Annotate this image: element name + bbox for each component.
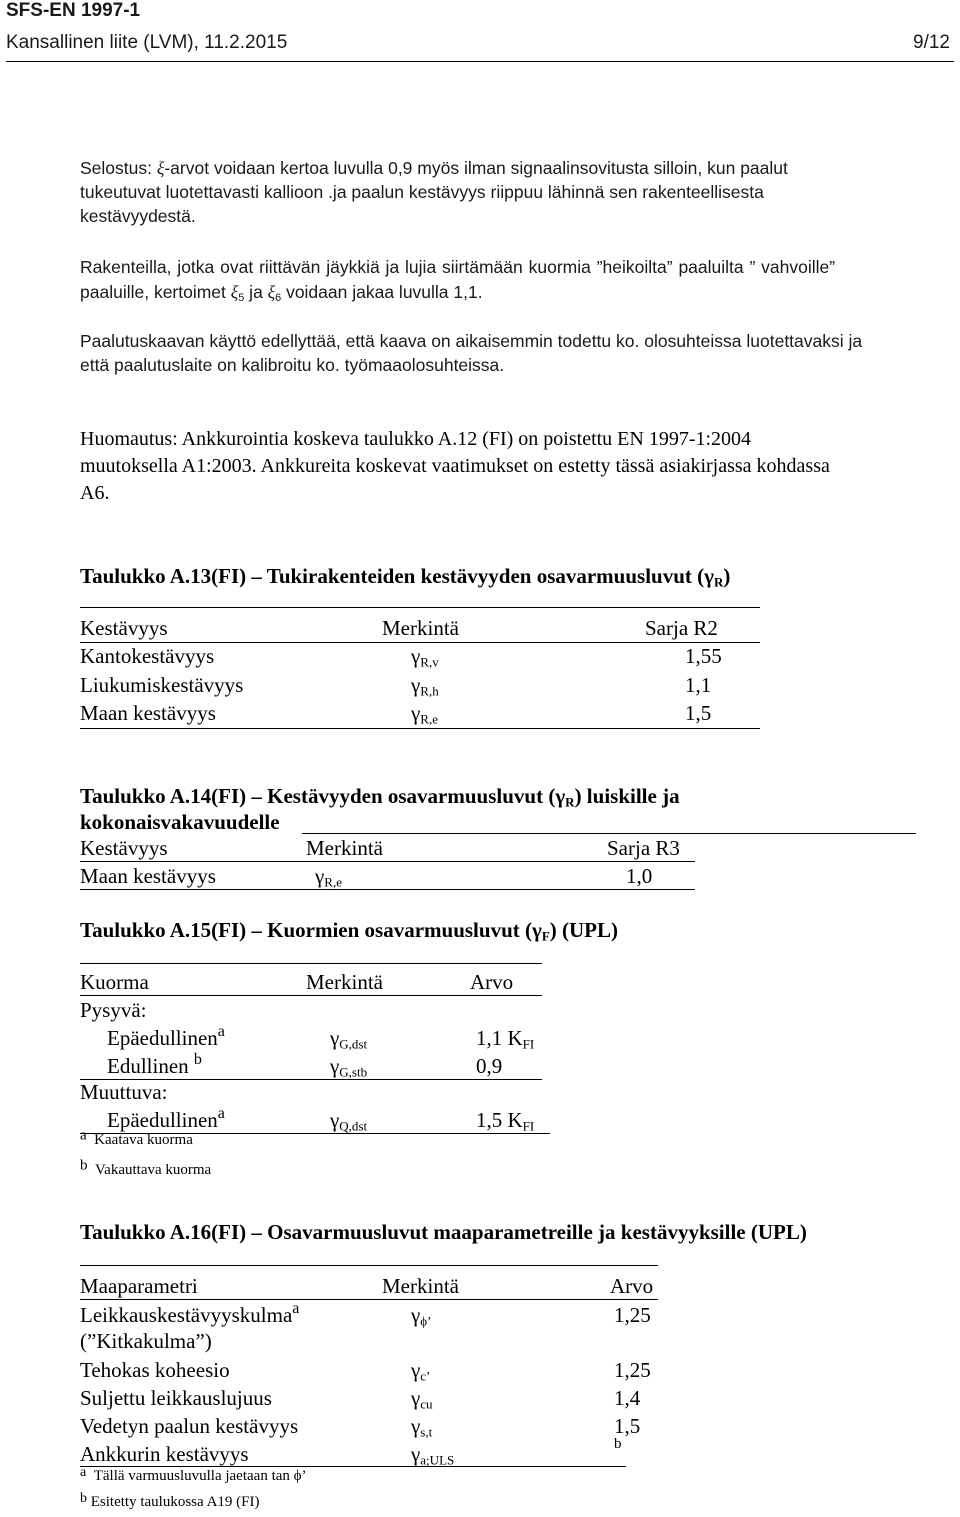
table13-row-value: 1,5	[685, 701, 712, 725]
table13-row-symbol: $\gamma_{R,v}$	[411, 644, 439, 670]
paragraph-rakenteilla-line2: paaluille, kertoimet $\xi_5$ ja $\xi_6$ voidaan jakaa luvulla 1,1.	[80, 282, 483, 305]
table14-header-kestavyys: Kestävyys	[80, 836, 168, 860]
table16-row-name: Ankkurin kestävyys	[80, 1442, 249, 1466]
table16-row-value: 1,4	[614, 1386, 641, 1410]
table16-row-value: 1,25	[614, 1303, 651, 1327]
note-line1: Huomautus: Ankkurointia koskeva taulukko A.12 (FI) on poistettu EN 1997-1:2004	[80, 428, 752, 450]
table16-row-symbol: $\gamma_{cu}$	[411, 1386, 433, 1412]
table16-row-name: Leikkauskestävyyskulma$^a$	[80, 1300, 300, 1327]
page-number: 9/12	[913, 32, 950, 53]
table16-header-merkinta: Merkintä	[382, 1274, 459, 1298]
table14-row-symbol: $\gamma_{R,e}$	[315, 864, 342, 890]
table14-title: Taulukko A.14(FI) – Kestävyyden osavarmuusluvut $(\gamma_R)$ luiskille ja	[80, 784, 680, 810]
note-line2: muutoksella A1:2003. Ankkureita koskevat vaatimukset on estetty tässä asiakirjassa kohdassa	[80, 455, 830, 477]
table16-row-symbol: $\gamma_{c’}$	[411, 1358, 431, 1384]
annex-title: Kansallinen liite (LVM), 11.2.2015	[6, 32, 288, 53]
paragraph-selostus-line3: kestävyydestä.	[80, 206, 196, 226]
table15-row-value: 0,9	[476, 1054, 503, 1078]
table15-title: Taulukko A.15(FI) – Kuormien osavarmuusluvut $(\gamma_F)$ (UPL)	[80, 918, 618, 944]
table15-row-symbol: $\gamma_{Q,dst}$	[330, 1108, 368, 1134]
table15-footnote-a: $^a$ Kaatava kuorma	[80, 1127, 193, 1148]
paragraph-selostus-line2: tukeutuvat luotettavasti kallioon .ja paalun kestävyys riippuu lähinnä sen rakenteellisesta	[80, 182, 764, 202]
table15-row-name: Epäedullinen$^a$	[107, 1105, 225, 1132]
table15-row-name: Edullinen $^b$	[107, 1051, 202, 1078]
table16-row-name: Tehokas koheesio	[80, 1358, 230, 1382]
table15-top-rule	[80, 963, 542, 964]
paragraph-selostus: Selostus: ξ-arvot voidaan kertoa luvulla 0,9 myös ilman signaalinsovitusta silloin, kun paalut	[80, 158, 788, 178]
table13-row-value: 1,55	[685, 644, 722, 668]
table15-row-value: 1,1 $K_{FI}$	[476, 1026, 535, 1052]
table14-header-merkinta: Merkintä	[306, 836, 383, 860]
table16-row-value-note: b	[614, 1436, 622, 1452]
table13-row-name: Maan kestävyys	[80, 701, 216, 725]
table15-row-value: 1,5 $K_{FI}$	[476, 1108, 535, 1134]
table16-header-maaparametri: Maaparametri	[80, 1274, 198, 1298]
table16-row-name: Suljettu leikkauslujuus	[80, 1386, 272, 1410]
table15-header-kuorma: Kuorma	[80, 970, 149, 994]
table14-row-value: 1,0	[626, 864, 653, 888]
table13-row-value: 1,1	[685, 673, 712, 697]
table16-header-rule	[80, 1299, 658, 1300]
table16-footnote-a: $^a$ Tällä varmuusluvulla jaetaan tan ϕ’	[80, 1464, 307, 1484]
table13-title: Taulukko A.13(FI) – Tukirakenteiden kestävyyden osavarmuusluvut $(\gamma_R)$	[80, 564, 731, 590]
table16-row-symbol: $\gamma_{s,t}$	[411, 1414, 433, 1440]
table14-title-line2: kokonaisvakavuudelle	[80, 810, 280, 834]
table14-top-rule	[302, 833, 916, 834]
table15-row-symbol: $\gamma_{G,dst}$	[330, 1026, 368, 1052]
table13-row-name: Kantokestävyys	[80, 644, 215, 668]
table16-title: Taulukko A.16(FI) – Osavarmuusluvut maaparametreille ja kestävyyksille (UPL)	[80, 1220, 807, 1244]
table15-header-rule	[80, 995, 542, 996]
table13-row-symbol: $\gamma_{R,e}$	[411, 701, 438, 727]
table14-row-name: Maan kestävyys	[80, 864, 216, 888]
table16-row-value: 1,5	[614, 1414, 641, 1438]
paragraph-paalutuskaava-line2: että paalutuslaite on kalibroitu ko. työmaaolosuhteissa.	[80, 355, 505, 375]
table13-bottom-rule	[80, 728, 760, 729]
table13-row-symbol: $\gamma_{R,h}$	[411, 673, 439, 699]
table14-header-rule	[80, 861, 695, 862]
table16-bottom-rule	[80, 1466, 626, 1467]
table15-footnote-b: $^b$ Vakauttava kuorma	[80, 1157, 212, 1178]
table16-row-symbol: $\gamma_{a;ULS}$	[411, 1442, 455, 1468]
table16-row-value: 1,25	[614, 1358, 651, 1382]
table13-header-rule	[80, 642, 760, 643]
table16-top-rule	[80, 1265, 658, 1266]
table16-row-name-line2: (”Kitkakulma”)	[80, 1329, 212, 1353]
table16-footnote-b: $^b$ Esitetty taulukossa A19 (FI)	[80, 1490, 260, 1510]
table13-header-merkinta: Merkintä	[382, 616, 459, 640]
table16-row-symbol: $\gamma_{\phi’}$	[411, 1303, 432, 1329]
header-divider	[6, 61, 954, 62]
table13-header-sarja: Sarja R2	[645, 616, 718, 640]
table15-header-arvo: Arvo	[470, 970, 514, 994]
table16-header-arvo: Arvo	[610, 1274, 654, 1298]
paragraph-paalutuskaava: Paalutuskaavan käyttö edellyttää, että kaava on aikaisemmin todettu ko. olosuhteissa luotettavaksi ja	[80, 331, 863, 351]
note-line3: A6.	[80, 482, 110, 504]
paragraph-rakenteilla: Rakenteilla, jotka ovat riittävän jäykkiä ja lujia siirtämään kuormia ”heikoilta” paaluilta ” vahvoille”	[80, 257, 836, 277]
table15-group-muuttuva: Muuttuva:	[80, 1080, 168, 1104]
table15-row-name: Epäedullinen$^a$	[107, 1023, 225, 1050]
table14-bottom-rule	[80, 889, 695, 890]
table15-header-merkinta: Merkintä	[306, 970, 383, 994]
table15-group-pysyva: Pysyvä:	[80, 998, 147, 1022]
table16-row-name: Vedetyn paalun kestävyys	[80, 1414, 299, 1438]
table13-row-name: Liukumiskestävyys	[80, 673, 244, 697]
standard-id: SFS-EN 1997-1	[6, 0, 141, 21]
table15-row-symbol: $\gamma_{G,stb}$	[330, 1054, 368, 1080]
table13-header-kestavyys: Kestävyys	[80, 616, 168, 640]
table13-top-rule	[80, 607, 760, 608]
table14-header-sarja: Sarja R3	[607, 836, 680, 860]
